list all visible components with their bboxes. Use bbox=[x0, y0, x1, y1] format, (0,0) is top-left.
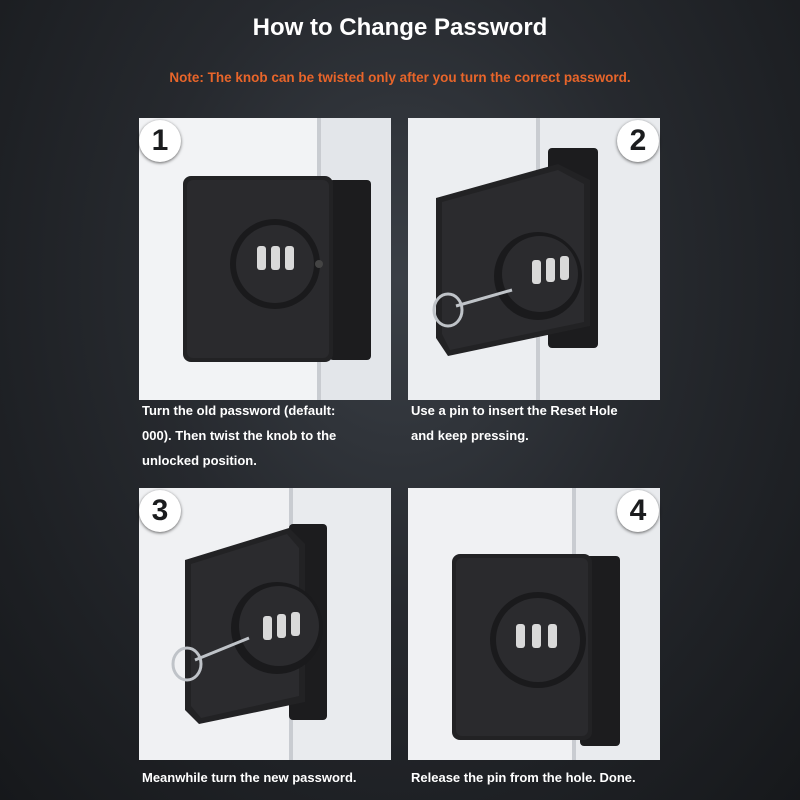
step-4-badge: 4 bbox=[617, 490, 659, 532]
step-3-caption bbox=[142, 765, 357, 790]
step-1-caption bbox=[142, 398, 336, 473]
step-1-caption-line: 000). Then twist the knob to the bbox=[142, 428, 337, 443]
step-1-image bbox=[139, 118, 391, 400]
step-2-caption-line: Use a pin to insert the Reset Hole bbox=[411, 403, 618, 418]
step-1-badge: 1 bbox=[139, 120, 181, 162]
step-4-caption-line: Release the pin from the hole. Done. bbox=[411, 770, 636, 785]
step-2-image bbox=[408, 118, 660, 400]
step-2-caption-line: and keep pressing. bbox=[411, 428, 529, 443]
step-2-caption bbox=[411, 398, 618, 448]
step-3-image bbox=[139, 488, 391, 760]
step-3-badge: 3 bbox=[139, 490, 181, 532]
step-4-caption bbox=[411, 765, 636, 790]
step-1-caption-line: unlocked position. bbox=[142, 453, 257, 468]
step-2-badge: 2 bbox=[617, 120, 659, 162]
step-1-caption-line: Turn the old password (default: bbox=[142, 403, 336, 418]
step-3-caption-line: Meanwhile turn the new password. bbox=[142, 770, 357, 785]
page-title: How to Change Password bbox=[252, 14, 548, 41]
step-4-image bbox=[408, 488, 660, 760]
warning-note: Note: The knob can be twisted only after you turn the correct password. bbox=[169, 70, 631, 85]
